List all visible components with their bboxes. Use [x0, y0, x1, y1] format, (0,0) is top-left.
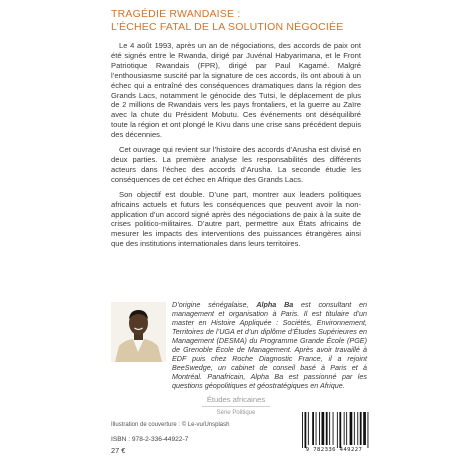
barcode-digits: 9 782336 449227: [305, 447, 363, 453]
author-photo: [111, 302, 166, 362]
author-name: Alpha Ba: [256, 300, 294, 309]
synopsis: [111, 41, 361, 254]
author-portrait-image: [111, 302, 166, 362]
series-divider: [202, 406, 270, 407]
series-subtitle: Série Politique: [216, 410, 256, 416]
author-bio: [172, 300, 367, 390]
bio-prefix: D’origine sénégalaise,: [172, 300, 257, 309]
synopsis-paragraph-1: Le 4 août 1993, après un an de négociations, des accords de paix ont été signés entre le Rwanda, dirigé par Juvénal Habyarimana, et le Front Patriotique Rwandais (FPR), dirigé par Paul Kagamé. Malgré l’enthousiasme suscité par la signature de ces accords, ils ont abouti à un échec qui a entraîné des conséquences dramatiques dans la région des Grands Lacs, notamment le génocide des Tutsi, le déplacement de plus de 2 millions de Rwandais vers les pays frontaliers, et la guerre au Zaïre avec la chute du Président Mobutu. Ces événements ont déséquilibré toute la région et ont plongé le Kivu dans une crise sans précédent depuis des décennies.: [111, 41, 361, 140]
synopsis-paragraph-2: Cet ouvrage qui revient sur l’histoire des accords d’Arusha est divisé en deux parties. La première analyse les responsabilités des différents acteurs dans l’échec des accords d’Arusha. La seconde étudie les conséquences de cet échec en Afrique des Grands Lacs.: [111, 145, 361, 184]
series-block: [190, 395, 282, 417]
synopsis-paragraph-3: Son objectif est double. D’une part, montrer aux leaders politiques africains actuels et futurs les conséquences que peuvent avoir la non-application d’un accord signé après des négociations de paix à la suite de crises politico-militaires. D’autre part, permettre aux États africains de mesurer les impacts des interventions des puissances étrangères ainsi que des institutions internationales dans leurs territoires.: [111, 189, 361, 249]
isbn: ISBN : 978-2-336-44922-7: [111, 436, 189, 443]
cover-credit: Illustration de couverture : © Le-vu/Unsplash: [111, 422, 230, 428]
author-bio-text: [172, 300, 367, 390]
book-title: [111, 8, 411, 34]
bio-rest: est consultant en management et organisation à Paris. Il est titulaire d’un master en Histoire Appliquée : Sociétés, Environnement, Territoires de l’UGA et d’un diplôme d’Études Supérieures en Management (DESMA) du Programme Grande École (PGE) de Grenoble École de Management. Après avoir travaillé à EDF puis chez Roche Diagnostic France, il a rejoint BeeSwedge, un cabinet de conseil basé à Paris et à Montréal. Panafricain, Alpha Ba est passionné par les questions géopolitiques et géostratégiques en Afrique.: [172, 300, 367, 390]
title-line-2: L’ÉCHEC FATAL DE LA SOLUTION NÉGOCIÉE: [111, 21, 344, 33]
price: 27 €: [111, 446, 126, 455]
series-name: Études africaines: [206, 395, 266, 404]
title-line-1: TRAGÉDIE RWANDAISE :: [111, 8, 241, 20]
